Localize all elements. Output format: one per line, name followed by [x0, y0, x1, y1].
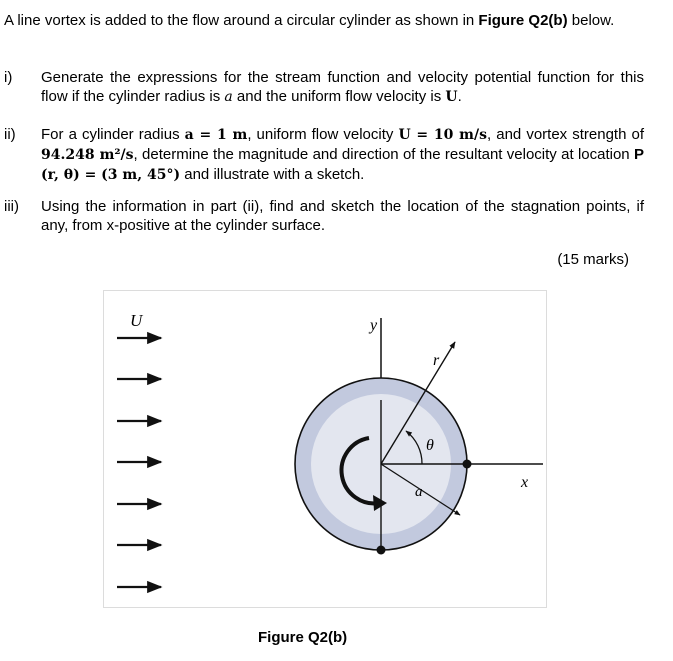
figure-reference: Figure Q2(b)	[478, 12, 568, 29]
radius-value: a = 1 m	[184, 127, 248, 143]
surface-point-bottom	[377, 546, 386, 555]
q2-text-1: For a cylinder radius	[41, 126, 185, 143]
q1-text-1: Generate the expressions for the stream function and velocity potential function for this flow if the cylinder radius is	[41, 69, 644, 105]
question-text	[41, 125, 644, 185]
q2-text-2: , uniform flow velocity	[247, 126, 399, 143]
question-ii	[4, 125, 644, 185]
symbol-a: a	[224, 89, 233, 105]
q2-text-4: , determine the magnitude and direction of the resultant velocity at location	[133, 146, 634, 163]
question-text	[41, 68, 644, 107]
intro-text: A line vortex is added to the flow around a circular cylinder as shown in	[4, 12, 479, 29]
marks-label: (15 marks)	[557, 251, 629, 268]
question-iii	[4, 197, 644, 235]
q1-text-2: and the uniform flow velocity is	[232, 88, 446, 105]
figure-caption: Figure Q2(b)	[258, 629, 348, 646]
q2-text-3: , and vortex strength of	[487, 126, 645, 143]
question-number: i)	[4, 69, 13, 86]
q2-text-6: and illustrate with a sketch.	[180, 166, 365, 183]
surface-point-x	[463, 460, 472, 469]
label-U: U	[130, 311, 143, 330]
intro-text-end: below.	[567, 12, 615, 29]
question-number: iii)	[4, 198, 19, 215]
label-x: x	[521, 474, 529, 491]
uniform-flow-arrows	[117, 338, 161, 587]
strength-value: 94.248 m²/s	[41, 147, 134, 163]
problem-intro	[4, 11, 644, 30]
question-i	[4, 68, 644, 107]
point-P: P	[633, 146, 644, 163]
velocity-value: U = 10 m/s	[398, 127, 487, 143]
label-y: y	[370, 317, 378, 334]
label-r: r	[433, 352, 440, 369]
question-number: ii)	[4, 126, 16, 143]
q1-text-3: .	[457, 88, 462, 105]
label-theta: θ	[426, 437, 434, 454]
figure-q2b	[103, 290, 548, 610]
symbol-U: U	[445, 89, 458, 105]
point-coordinates: (r, θ) = (3 m, 45°)	[41, 167, 181, 183]
question-text: Using the information in part (ii), find and sketch the location of the stagnation points, if any, from x-positive at the cylinder surface.	[41, 198, 644, 234]
label-a: a	[415, 484, 423, 500]
